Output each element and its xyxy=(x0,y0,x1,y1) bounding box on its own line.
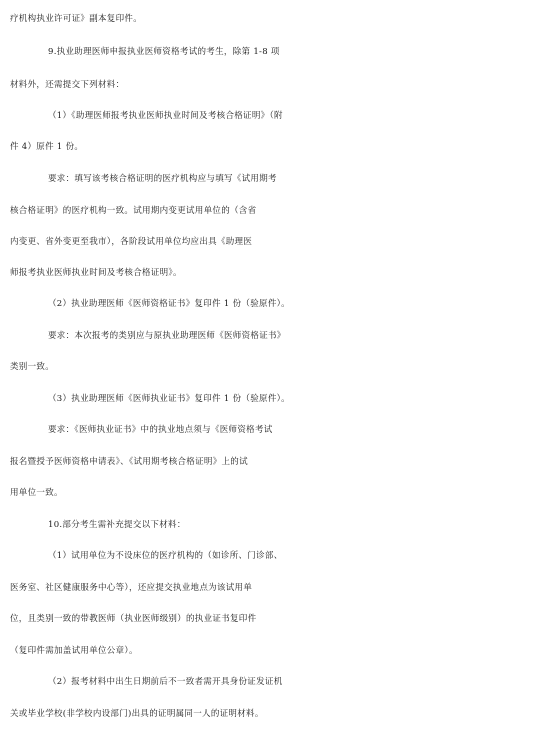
text-line: （2）报考材料中出生日期前后不一致者需开具身份证发证机 xyxy=(48,677,283,687)
text-line: （复印件需加盖试用单位公章）。 xyxy=(10,646,138,656)
text-line: 件 4）原件 1 份。 xyxy=(10,142,84,152)
text-line: 医务室、社区健康服务中心等），还应提交执业地点为该试用单 xyxy=(10,583,253,593)
text-line: 内变更、省外变更至我市），各阶段试用单位均应出具《助理医 xyxy=(10,237,253,247)
text-line: 类别一致。 xyxy=(10,362,55,372)
text-line: 9.执业助理医师申报执业医师资格考试的考生，除第 1-8 项 xyxy=(48,47,280,57)
text-line: 要求：填写该考核合格证明的医疗机构应与填写《试用期考 xyxy=(48,174,277,184)
text-line: （3）执业助理医师《医师执业证书》复印件 1 份（验原件）。 xyxy=(48,394,290,404)
text-line: 位，且类别一致的带教医师（执业医师级别）的执业证书复印件 xyxy=(10,614,257,624)
text-line: （1）试用单位为不设床位的医疗机构的（如诊所、门诊部、 xyxy=(48,551,283,561)
text-line: （2）执业助理医师《医师资格证书》复印件 1 份（验原件）。 xyxy=(48,299,290,309)
text-line: 疗机构执业许可证》副本复印件。 xyxy=(10,14,143,24)
text-line: 报名暨授予医师资格申请表》、《试用期考核合格证明》上的试 xyxy=(10,457,248,467)
text-line: 核合格证明》的医疗机构一致。试用期内变更试用单位的（含省 xyxy=(10,206,257,216)
text-line: 要求：《医师执业证书》中的执业地点须与《医师资格考试 xyxy=(48,425,273,435)
text-line: 材料外，还需提交下列材料： xyxy=(10,80,125,90)
text-line: 要求：本次报考的类别应与原执业助理医师《医师资格证书》 xyxy=(48,331,286,341)
text-line: 用单位一致。 xyxy=(10,488,63,498)
text-line: （1）《助理医师报考执业医师执业时间及考核合格证明》（附 xyxy=(48,111,283,121)
text-line: 师报考执业医师执业时间及考核合格证明》。 xyxy=(10,268,182,278)
text-line: 关或毕业学校(非学校内设部门)出具的证明属同一人的证明材料。 xyxy=(10,709,264,719)
text-line: 10.部分考生需补充提交以下材料： xyxy=(48,520,186,530)
